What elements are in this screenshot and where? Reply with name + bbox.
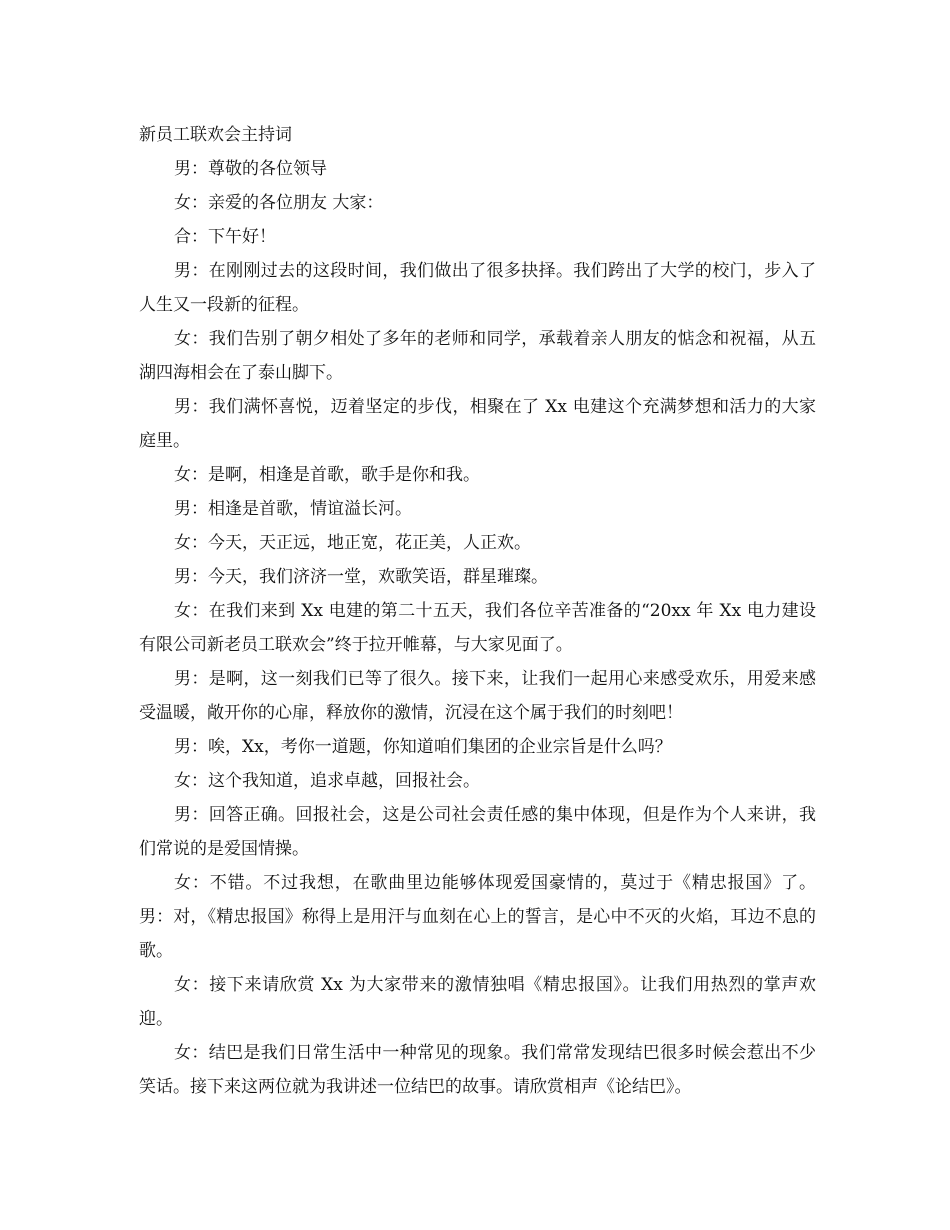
- document-body: [139, 118, 816, 1104]
- document-title: 新员工联欢会主持词: [139, 125, 292, 145]
- paragraph: 女：我们告别了朝夕相处了多年的老师和同学，承载着亲人朋友的惦念和祝福，从五湖四海相会在了泰山脚下。: [139, 329, 816, 383]
- paragraph: 男：今天，我们济济一堂，欢歌笑语，群星璀璨。: [174, 567, 548, 587]
- paragraph: 女：今天，天正远，地正宽，花正美，人正欢。: [174, 533, 531, 553]
- paragraph: 男：是啊，这一刻我们已等了很久。接下来，让我们一起用心来感受欢乐，用爱来感受温暖，敞开你的心扉，释放你的激情，沉浸在这个属于我们的时刻吧！: [139, 669, 816, 723]
- paragraph: 男：相逢是首歌，情谊溢长河。: [174, 499, 412, 519]
- paragraph: 男：唉，Xx，考你一道题，你知道咱们集团的企业宗旨是什么吗？: [174, 737, 672, 757]
- paragraph: 女：不错。不过我想，在歌曲里边能够体现爱国豪情的，莫过于《精忠报国》了。男：对，《精忠报国》称得上是用汗与血刻在心上的誓言，是心中不灭的火焰，耳边不息的歌。: [139, 873, 816, 961]
- paragraph: 女：亲爱的各位朋友 大家：: [174, 193, 384, 213]
- paragraph: 男：尊敬的各位领导: [174, 159, 327, 179]
- paragraph: 男：我们满怀喜悦，迈着坚定的步伐，相聚在了 Xx 电建这个充满梦想和活力的大家庭里。: [139, 397, 816, 451]
- paragraph: 女：接下来请欣赏 Xx 为大家带来的激情独唱《精忠报国》。让我们用热烈的掌声欢迎。: [139, 975, 816, 1029]
- paragraph: 女：结巴是我们日常生活中一种常见的现象。我们常常发现结巴很多时候会惹出不少笑话。接下来这两位就为我讲述一位结巴的故事。请欣赏相声《论结巴》。: [139, 1043, 816, 1097]
- paragraph: 女：在我们来到 Xx 电建的第二十五天，我们各位辛苦准备的“20xx 年 Xx 电力建设有限公司新老员工联欢会”终于拉开帷幕，与大家见面了。: [139, 601, 816, 655]
- paragraph: 合：下午好！: [174, 227, 276, 247]
- paragraph: 男：在刚刚过去的这段时间，我们做出了很多抉择。我们跨出了大学的校门，步入了人生又一段新的征程。: [139, 261, 816, 315]
- paragraph: 女：是啊，相逢是首歌，歌手是你和我。: [174, 465, 480, 485]
- paragraph: 女：这个我知道，追求卓越，回报社会。: [174, 771, 480, 791]
- paragraph: 男：回答正确。回报社会，这是公司社会责任感的集中体现，但是作为个人来讲，我们常说的是爱国情操。: [139, 805, 816, 859]
